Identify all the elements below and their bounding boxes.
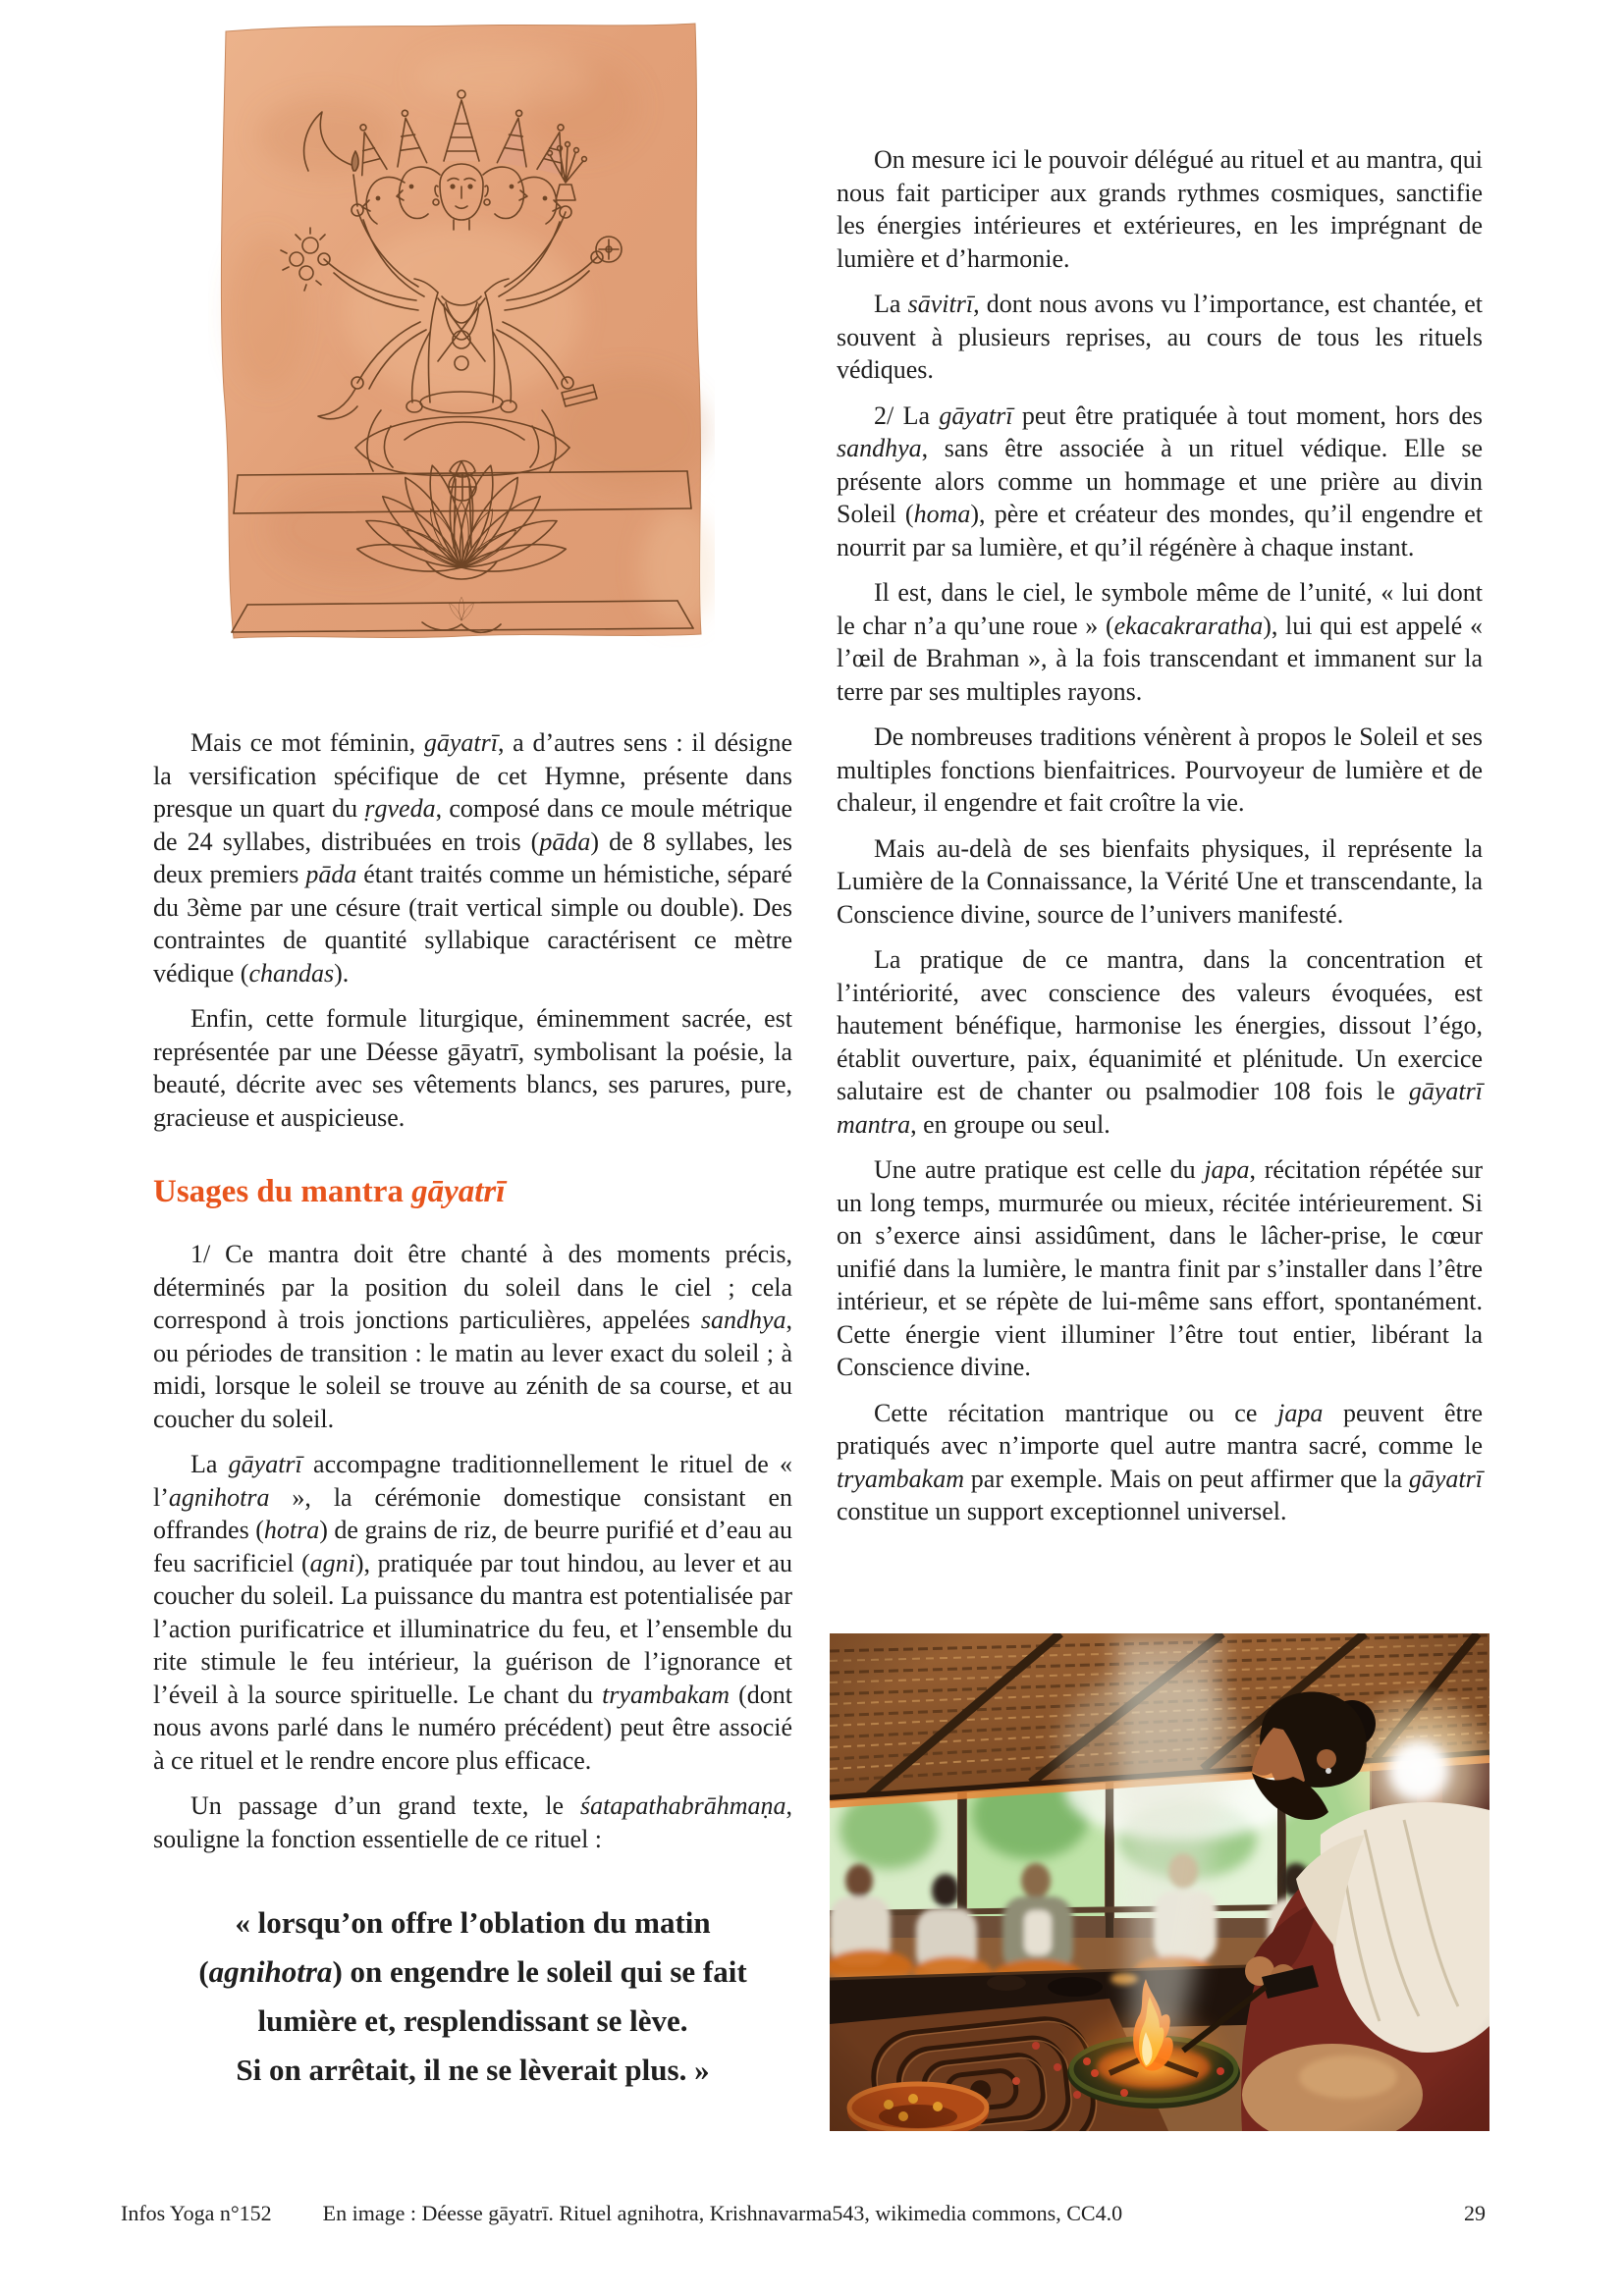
pull-quote-line: lumière et, resplendissant se lève. [257, 2003, 688, 2038]
page-footer [121, 2200, 1486, 2227]
section-heading: Usages du mantra gāyatrī [153, 1174, 506, 1209]
body-paragraph: La pratique de ce mantra, dans la concentration et l’intériorité, avec conscience des valeurs évoquées, est hautement bénéfique, harmonise les énergies, dissout l’égo, établit ouverture, paix, équanimité et plénitude. Un exercice salutaire est de chanter ou psalmodier 108 fois le gāyatrī mantra, en groupe ou seul. [837, 945, 1483, 1139]
body-paragraph: Cette récitation mantrique ou ce japa peuvent être pratiqués avec n’importe quel autre mantra sacré, comme le tryambakam par exemple. Mais on peut affirmer que la gāyatrī constitue un support exceptionnel universel. [837, 1398, 1484, 1525]
body-paragraph: La gāyatrī accompagne traditionnellement le rituel de « l’agnihotra », la cérémonie domestique consistant en offrandes (hotra) de grains de riz, de beurre purifié et d’eau au feu sacrificiel (agni), pratiquée par tout hindou, au lever et au coucher du soleil. La puissance du mantra est potentialisée par l’action purificatrice et illuminatrice du feu, et l’ensemble du rite stimule le feu intérieur, la guérison de l’ignorance et l’éveil à la source spirituelle. Le chant du tryambakam (dont nous avons parlé dans le numéro précédent) peut être associé à ce rituel et le rendre encore plus efficace. [153, 1450, 792, 1775]
body-paragraph: 1/ Ce mantra doit être chanté à des moments précis, déterminés par la position du soleil dans le ciel ; cela correspond à trois jonctions particulières, appelées sandhya, ou périodes de transition : le matin au lever exact du soleil ; à midi, lorsque le soleil se trouve au zénith de sa course, et au coucher du soleil. [153, 1240, 792, 1433]
body-paragraph: De nombreuses traditions vénèrent à propos le Soleil et ses multiples fonctions bienfaitrices. Pourvoyeur de lumière et de chaleur, il engendre et fait croître la vie. [837, 722, 1483, 817]
photo-credit-caption: En image : Déesse gāyatrī. Rituel agnihotra, Krishnavarma543, wikimedia commons, CC4.0 [322, 2201, 1123, 2225]
pull-quote-line: Si on arrêtait, il ne se lèverait plus. » [236, 2053, 710, 2087]
magazine-name: Infos Yoga n°152 [121, 2201, 272, 2225]
deity-drawing-svg [208, 18, 715, 648]
body-paragraph: Il est, dans le ciel, le symbole même de l’unité, « lui dont le char n’a qu’une roue » (ekacakraratha), lui qui est appelé « l’œil de Brahman », à la fois transcendant et immanent sur la terre par ses multiples rayons. [837, 578, 1483, 706]
body-paragraph: Un passage d’un grand texte, le śatapathabrāhmaṇa, souligne la fonction essentielle de ce rituel : [153, 1791, 792, 1853]
ritual-photo-image [830, 1633, 1489, 2131]
body-paragraph: Enfin, cette formule liturgique, éminemment sacrée, est représentée par une Déesse gāyatrī, symbolisant la poésie, la beauté, décrite avec ses vêtements blancs, ses parures, pure, gracieuse et auspicieuse. [153, 1004, 792, 1132]
right-column [837, 143, 1483, 1541]
body-paragraph: 2/ La gāyatrī peut être pratiquée à tout moment, hors des sandhya, sans être associée à un rituel védique. Elle se présente alors comme un hommage et une prière au divin Soleil (homa), père et créateur des mondes, qu’il engendre et nourrit par sa lumière, et qu’il régénère à chaque instant. [837, 400, 1483, 561]
body-paragraph: La sāvitrī, dont nous avons vu l’importance, est chantée, et souvent à plusieurs reprises, au cours de tous les rituels védiques. [837, 290, 1483, 384]
pull-quote-line: « lorsqu’on offre l’oblation du matin [235, 1905, 711, 1940]
pull-quote-line: (agnihotra) on engendre le soleil qui se fait [198, 1954, 747, 1989]
deity-drawing-image [208, 18, 715, 648]
page-number: 29 [1464, 2201, 1486, 2225]
left-column [153, 726, 792, 2095]
body-paragraph: On mesure ici le pouvoir délégué au rituel et au mantra, qui nous fait participer aux grands rythmes cosmiques, sanctifie les énergies intérieures et extérieures, en les imprégnant de lumière et d’harmonie. [837, 145, 1483, 273]
body-paragraph: Mais ce mot féminin, gāyatrī, a d’autres sens : il désigne la versification spécifique de cet Hymne, présente dans presque un quart du ṛgveda, composé dans ce moule métrique de 24 syllabes, distribuées en trois (pāda) de 8 syllabes, les deux premiers pāda étant traités comme un hémistiche, séparé du 3ème par une césure (trait vertical simple ou double). Des contraintes de quantité syllabique caractérisent ce mètre védique (chandas). [153, 728, 792, 988]
body-paragraph: Une autre pratique est celle du japa, récitation répétée sur un long temps, murmurée ou mieux, récitée intérieurement. Si on s’exerce ainsi assidûment, dans le lâcher-prise, le cœur unifié dans la lumière, le mantra finit par s’installer dans l’être intérieur, et se répète de lui-même sans effort, spontanément. Cette énergie vient illuminer l’être tout entier, libérant la Conscience divine. [837, 1155, 1483, 1381]
pull-quote [153, 1898, 792, 2095]
body-paragraph: Mais au-delà de ses bienfaits physiques, il représente la Lumière de la Connaissance, la Vérité Une et transcendante, la Conscience divine, source de l’univers manifesté. [837, 833, 1483, 929]
ritual-photo-svg [830, 1633, 1489, 2131]
